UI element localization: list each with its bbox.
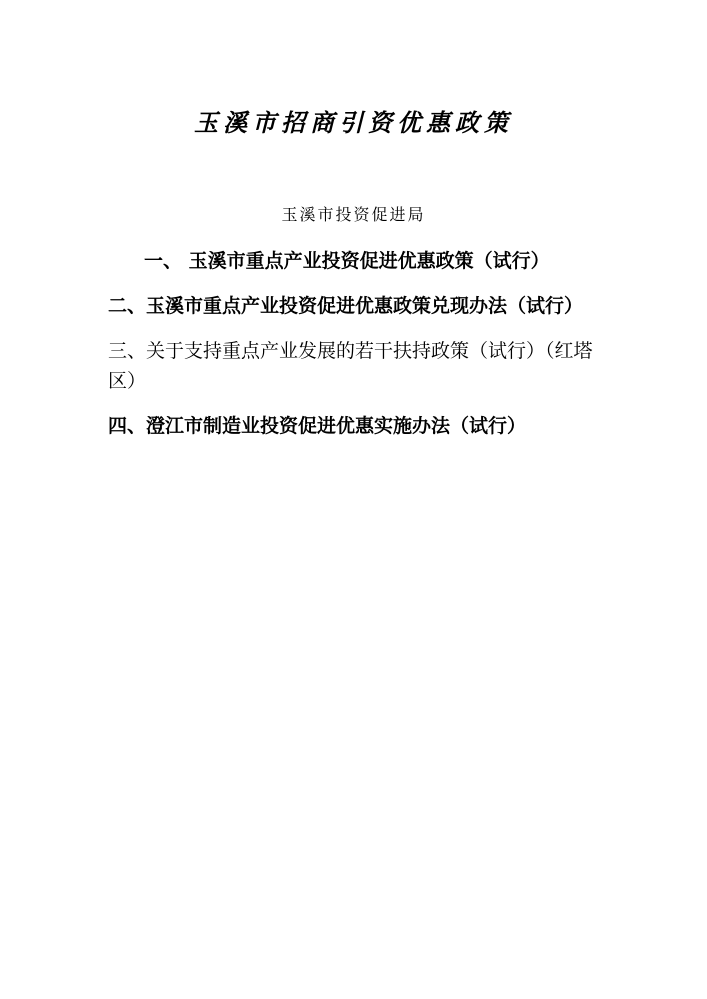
policy-item-1: 一、 玉溪市重点产业投资促进优惠政策（试行） — [144, 250, 550, 272]
issuer-name: 玉溪市投资促进局 — [281, 205, 426, 224]
policy-item-4: 四、澄江市制造业投资促进优惠实施办法（试行） — [108, 415, 527, 437]
policy-item-3: 三、关于支持重点产业发展的若干扶持政策（试行）（红塔区） — [108, 340, 593, 392]
document-title: 玉溪市招商引资优惠政策 — [194, 108, 513, 138]
policy-item-2: 二、玉溪市重点产业投资促进优惠政策兑现办法（试行） — [108, 295, 584, 317]
policy-list — [108, 246, 608, 456]
